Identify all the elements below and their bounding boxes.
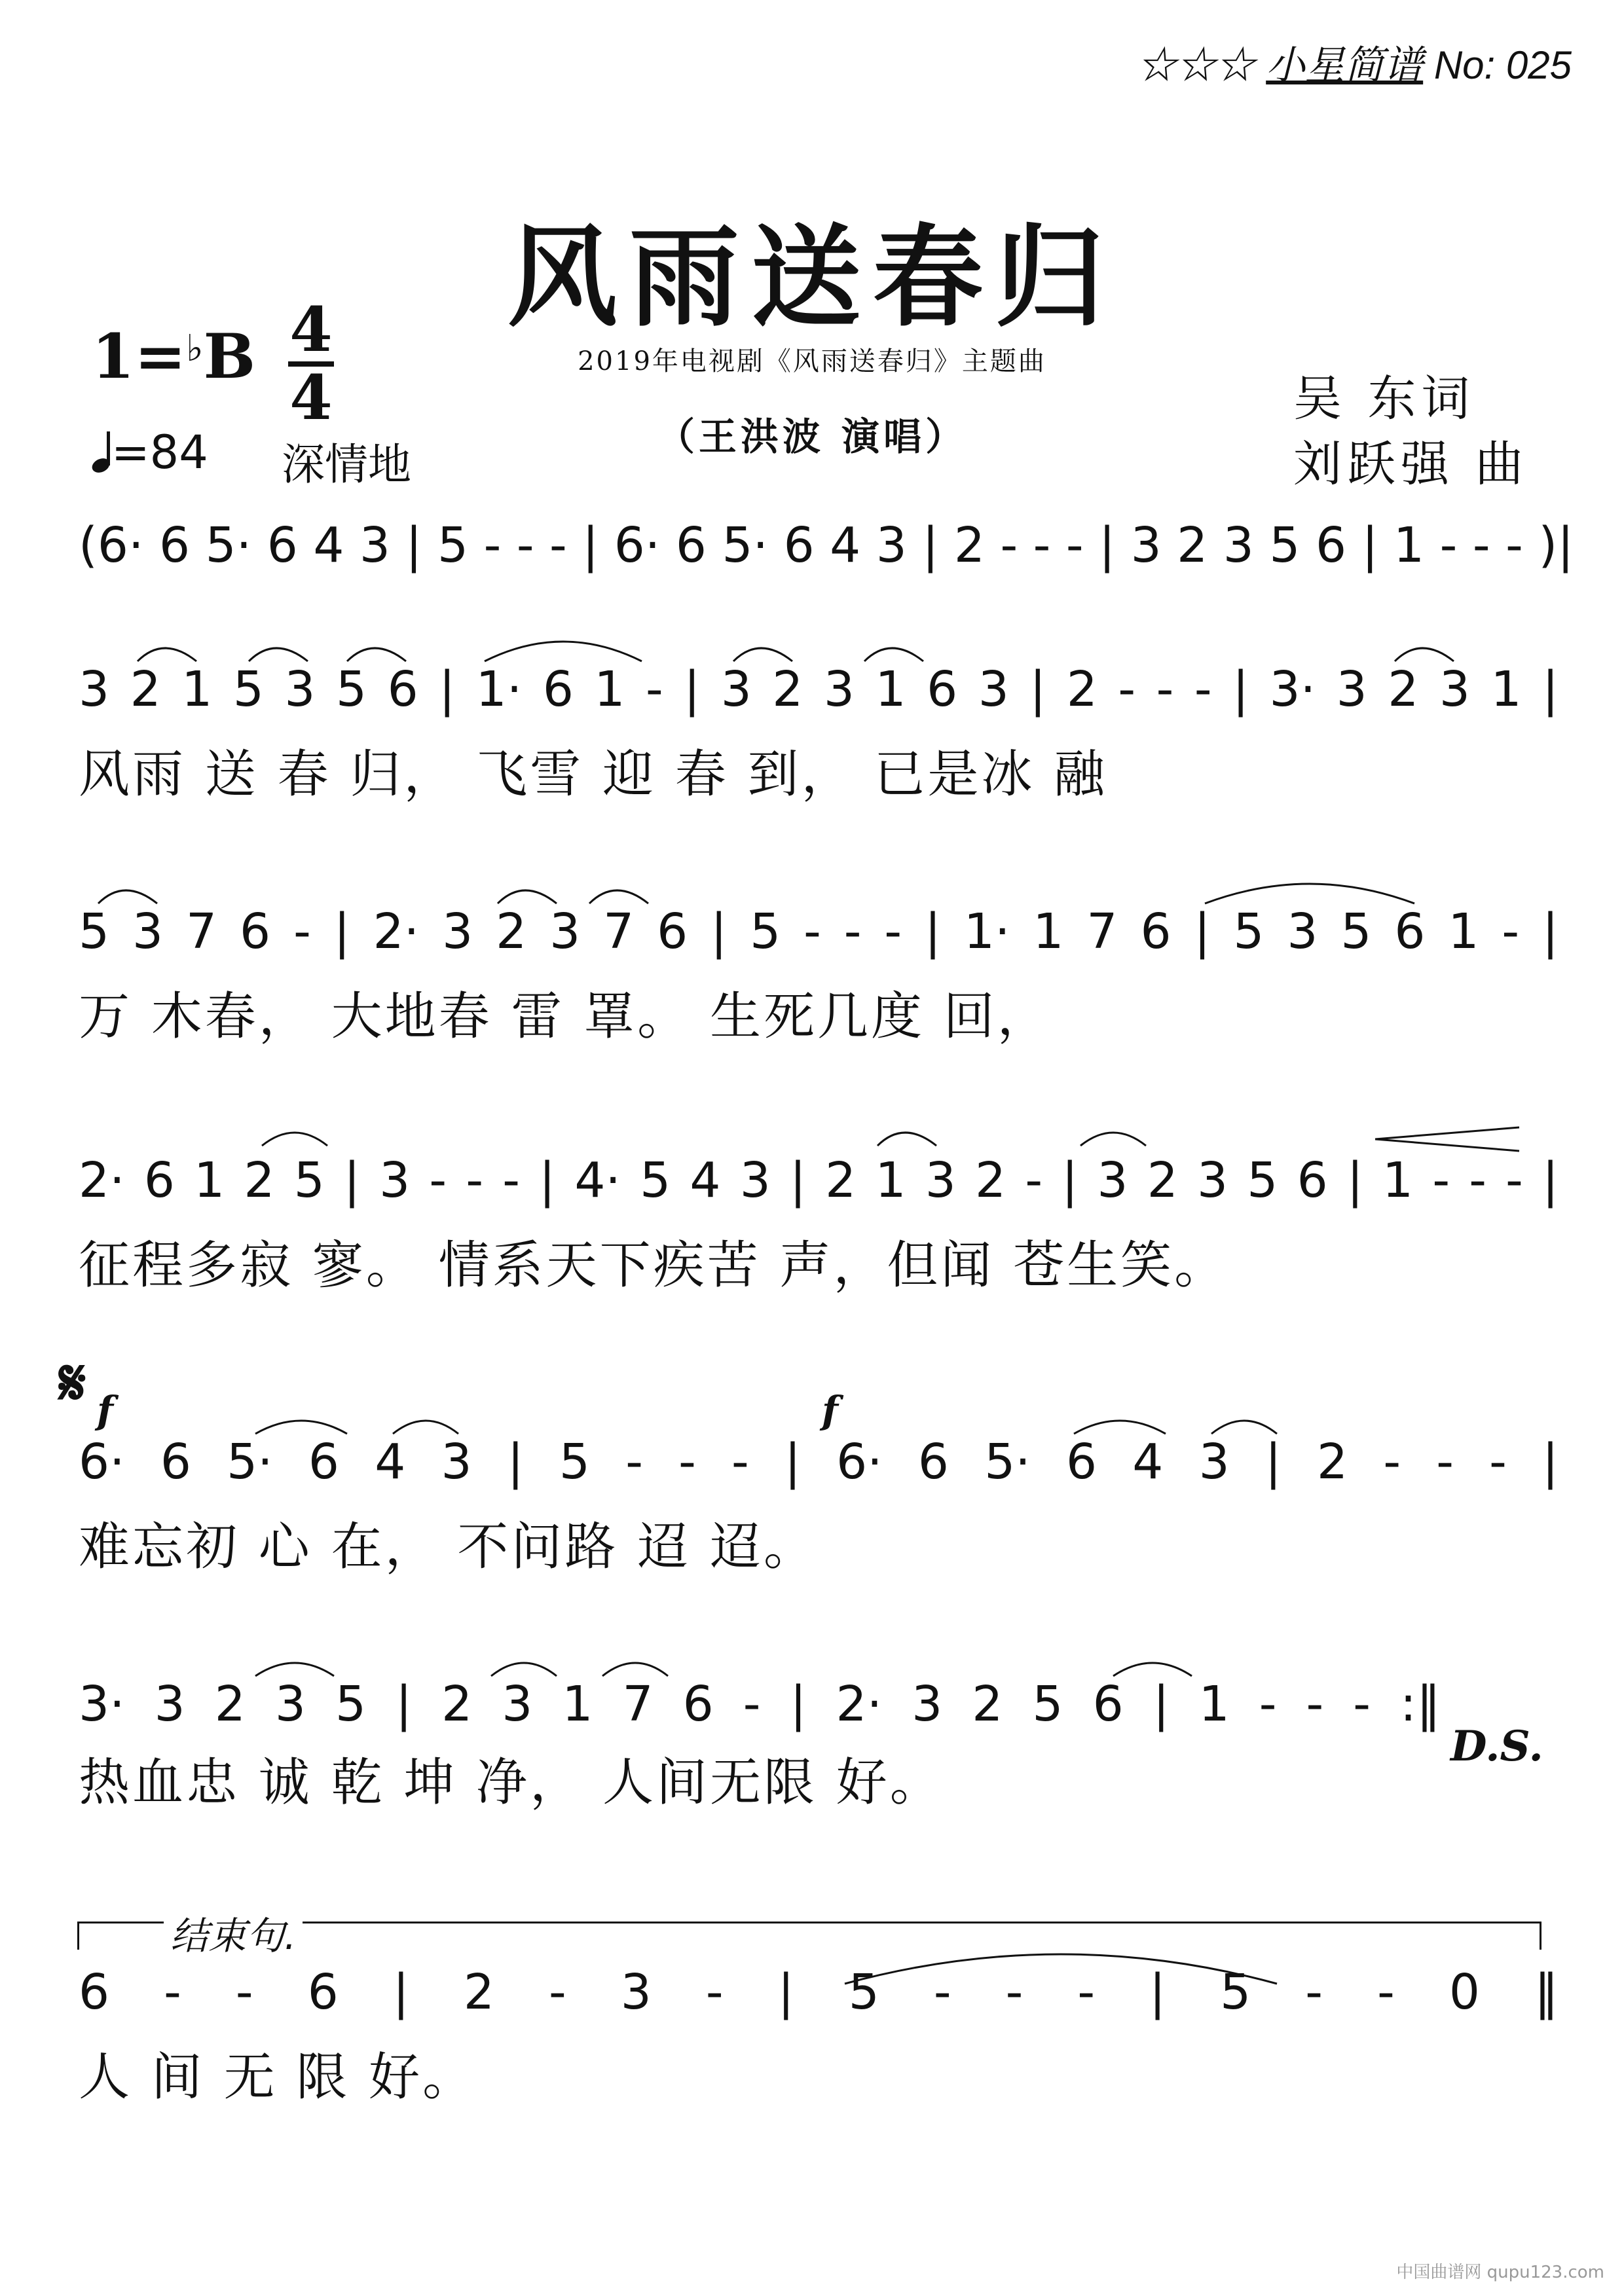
dal-segno-mark: D.S. bbox=[1450, 1722, 1543, 1771]
header-brand bbox=[1137, 34, 1572, 90]
expression-mark: 深情地 bbox=[282, 439, 411, 490]
tempo-mark bbox=[92, 426, 208, 479]
subtitle: 2019年电视剧《风雨送春归》主题曲 bbox=[578, 346, 1046, 376]
lyric-line-5: 热血忠 诚 乾 坤 净， 人间无限 好。 bbox=[79, 1753, 944, 1812]
score-line-1: 3 2 1 5 3 5 6 | 1· 6 1 - | 3 2 3 1 6 3 | 2 - - - | 3· 3 2 3 1 | bbox=[79, 661, 1559, 718]
time-top: 4 bbox=[289, 294, 333, 366]
forte-mark: f bbox=[97, 1388, 113, 1432]
score-number: No: 025 bbox=[1433, 43, 1572, 87]
score-line-2: 5 3 7 6 - | 2· 3 2 3 7 6 | 5 - - - | 1· 1 7 6 | 5 3 5 6 1 - | bbox=[79, 903, 1559, 960]
score-line-4: 6· 6 5· 6 4 3 | 5 - - - | 6· 6 5· 6 4 3 | 2 - - - | bbox=[79, 1434, 1559, 1490]
score-line-5: 3· 3 2 3 5 | 2 3 1 7 6 - | 2· 3 2 5 6 | 1 - - - :‖ bbox=[79, 1676, 1441, 1732]
tempo-value: =84 bbox=[111, 426, 208, 479]
lyric-line-3: 征程多寂 寥。 情系天下疾苦 声，但闻 苍生笑。 bbox=[79, 1236, 1228, 1295]
singer: （王洪波 演唱） bbox=[656, 414, 968, 459]
watermark: 中国曲谱网 qupu123.com bbox=[1396, 2263, 1604, 2282]
lyricist: 吴 东词 bbox=[1293, 371, 1475, 427]
time-bottom: 4 bbox=[289, 362, 333, 434]
key-note: B bbox=[203, 321, 256, 393]
score-line-intro: (6· 6 5· 6 4 3 | 5 - - - | 6· 6 5· 6 4 3 | 2 - - - | 3 2 3 5 6 | 1 - - - )| bbox=[79, 517, 1574, 574]
forte-mark: f bbox=[822, 1388, 838, 1432]
page-title: 风雨送春归 bbox=[507, 213, 1116, 342]
quarter-note-icon bbox=[92, 431, 111, 472]
lyric-line-2: 万 木春， 大地春 雷 罩。 生死几度 回， bbox=[79, 987, 1051, 1046]
key-prefix: 1= bbox=[92, 321, 187, 393]
composer: 刘跃强 曲 bbox=[1293, 436, 1529, 492]
flat-icon: ♭ bbox=[186, 327, 204, 370]
stars-icon: ☆☆☆ bbox=[1137, 43, 1255, 87]
ending-label: 结束句. bbox=[164, 1905, 303, 1960]
score-line-3: 2· 6 1 2 5 | 3 - - - | 4· 5 4 3 | 2 1 3 2 - | 3 2 3 5 6 | 1 - - - | bbox=[79, 1152, 1559, 1209]
lyric-line-ending: 人 间 无 限 好。 bbox=[79, 2048, 477, 2107]
lyric-line-4: 难忘初 心 在， 不问路 迢 迢。 bbox=[79, 1518, 817, 1576]
segno-icon: 𝄋 bbox=[59, 1345, 86, 1419]
score-line-ending: 6 - - 6 | 2 - 3 - | 5 - - - | 5 - - 0 ‖ bbox=[79, 1964, 1559, 2020]
lyric-line-1: 风雨 送 春 归， 飞雪 迎 春 到， 已是冰 融 bbox=[79, 745, 1108, 804]
brand-name: 小星简谱 bbox=[1266, 43, 1424, 87]
